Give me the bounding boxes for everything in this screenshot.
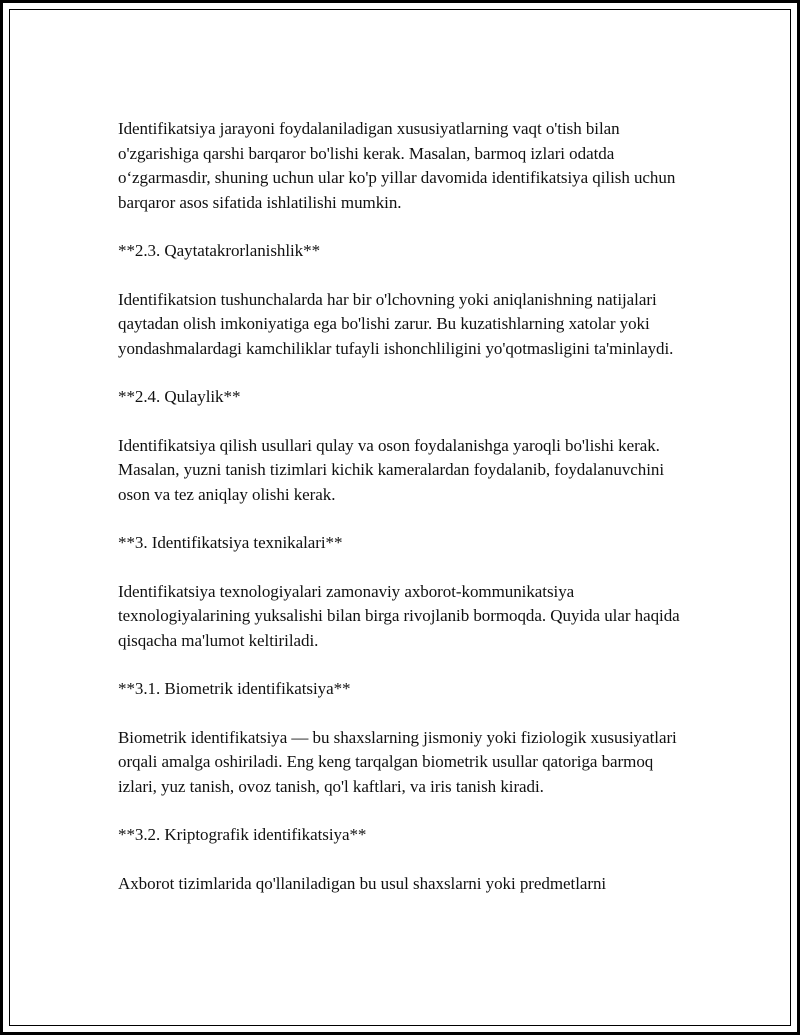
section-heading-3-2: **3.2. Kriptografik identifikatsiya** <box>118 825 367 844</box>
paragraph-biometric: Biometrik identifikatsiya — bu shaxslarning jismoniy yoki fiziologik xususiyatlari orqali amalga oshiriladi. Eng keng tarqalgan biometrik usullar qatoriga barmoq izlari, yuz tanish, ovoz tanish, qo'l kaftlari, va iris tanish kiradi. <box>118 727 677 796</box>
document-body <box>118 117 688 920</box>
paragraph-cryptographic: Axborot tizimlarida qo'llaniladigan bu usul shaxslarni yoki predmetlarni <box>118 873 607 893</box>
section-heading-2-3: **2.3. Qaytatakrorlanishlik** <box>118 241 321 260</box>
paragraph-stability: Identifikatsiya jarayoni foydalaniladigan xususiyatlarning vaqt o'tish bilan o'zgarishiga qarshi barqaror bo'lishi kerak. Masalan, barmoq izlari odatda o‘zgarmasdir, shuning uchun ular ko'p yillar davomida identifikatsiya qilish uchun barqaror asos sifatida ishlatilishi mumkin. <box>118 119 676 212</box>
paragraph-techniques-intro: Identifikatsiya texnologiyalari zamonaviy axborot-kommunikatsiya texnologiyalarining yuksalishi bilan birga rivojlanib bormoqda. Quyida ular haqida qisqacha ma'lumot keltiriladi. <box>118 581 680 650</box>
section-heading-3-1: **3.1. Biometrik identifikatsiya** <box>118 679 351 698</box>
paragraph-repeatability: Identifikatsion tushunchalarda har bir o'lchovning yoki aniqlanishning natijalari qaytadan olish imkoniyatiga ega bo'lishi zarur. Bu kuzatishlarning xatolar yoki yondashmalardagi kamchiliklar tufayli ishonchliligini yo'qotmasligini ta'minlaydi. <box>118 289 674 358</box>
section-heading-3: **3. Identifikatsiya texnikalari** <box>118 533 343 552</box>
section-heading-2-4: **2.4. Qulaylik** <box>118 387 241 406</box>
paragraph-convenience: Identifikatsiya qilish usullari qulay va oson foydalanishga yaroqli bo'lishi kerak. Masalan, yuzni tanish tizimlari kichik kameralardan foydalanib, foydalanuvchini oson va tez aniqlay olishi kerak. <box>118 435 665 504</box>
